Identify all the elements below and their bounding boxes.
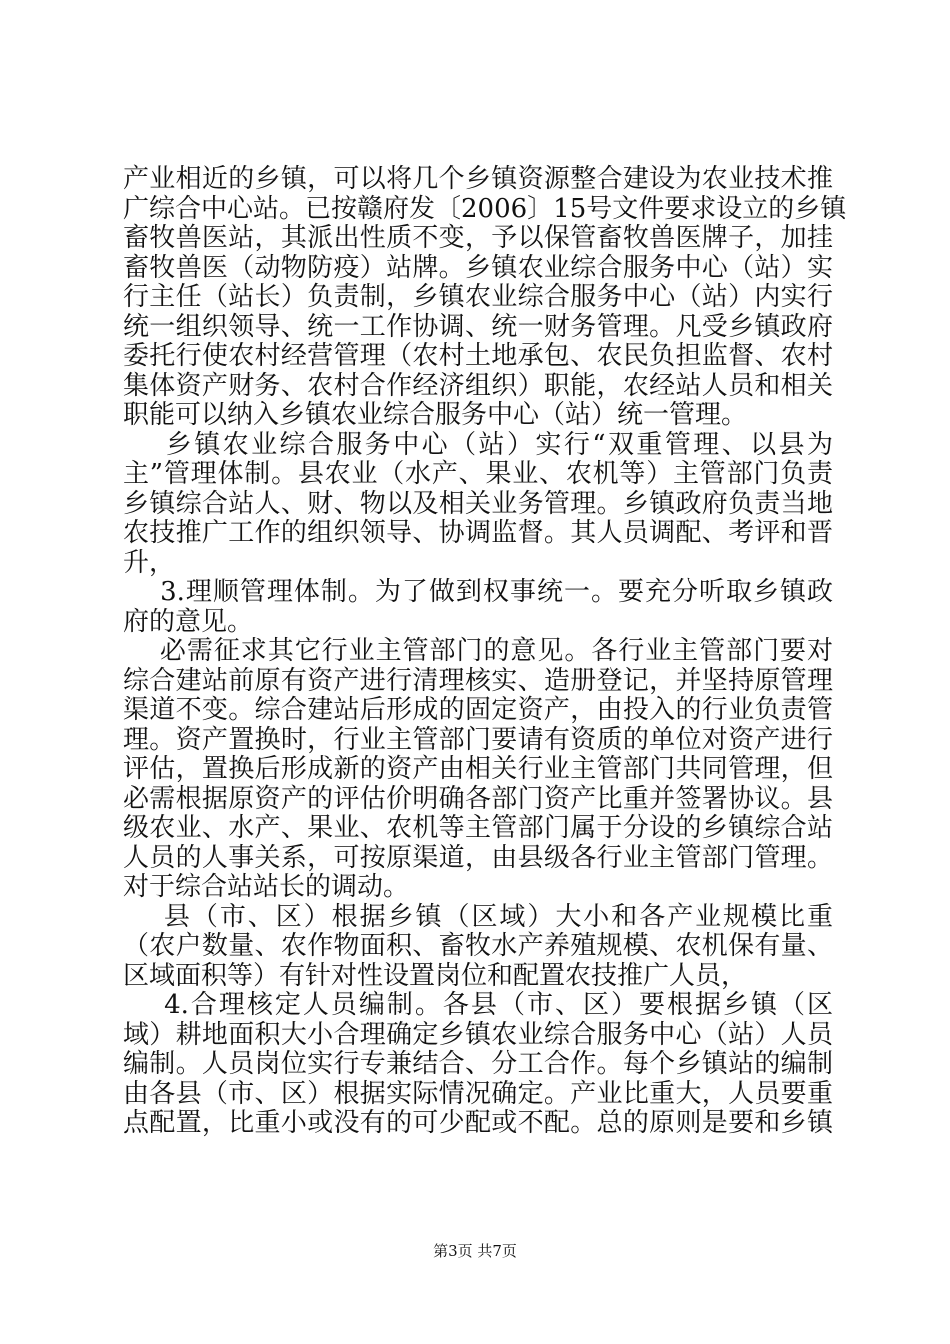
paragraph-4 — [123, 637, 833, 903]
text-line: 委托行使农村经营管理（农村土地承包、农民负担监督、农村 — [123, 341, 833, 371]
text-line: 由各县（市、区）根据实际情况确定。产业比重大，人员要重 — [123, 1078, 833, 1109]
text-line: 乡镇农业综合服务中心（站）实行“双重管理、以县为 — [123, 429, 833, 460]
text-line: 3.理顺管理体制。为了做到权事统一。要充分听取乡镇政 — [123, 577, 833, 607]
text-line: 府的意见。 — [123, 606, 254, 637]
text-line: 职能可以纳入乡镇农业综合服务中心（站）统一管理。 — [123, 400, 748, 430]
text-line: 畜牧兽医（动物防疫）站牌。乡镇农业综合服务中心（站）实 — [123, 252, 833, 283]
paragraph-5 — [123, 903, 833, 992]
text-line: 广综合中心站。已按赣府发〔2006〕15号文件要求设立的乡镇 — [123, 193, 847, 224]
text-line: 级农业、水产、果业、农机等主管部门属于分设的乡镇综合站 — [123, 813, 833, 843]
text-line: 产业相近的乡镇，可以将几个乡镇资源整合建设为农业技术推 — [123, 164, 833, 194]
text-line: 畜牧兽医站，其派出性质不变，予以保管畜牧兽医牌子，加挂 — [123, 223, 833, 253]
text-line: 主”管理体制。县农业（水产、果业、农机等）主管部门负责 — [123, 459, 833, 489]
text-line: 统一组织领导、统一工作协调、统一财务管理。凡受乡镇政府 — [123, 311, 833, 342]
page-number: 第3页 共7页 — [433, 1242, 517, 1260]
text-line: 升， — [123, 547, 176, 578]
paragraph-2 — [123, 431, 833, 579]
text-line: 渠道不变。综合建站后形成的固定资产，由投入的行业负责管 — [123, 695, 833, 725]
text-line: 评估，置换后形成新的资产由相关行业主管部门共同管理，但 — [123, 754, 833, 784]
text-line: 行主任（站长）负责制，乡镇农业综合服务中心（站）内实行 — [123, 282, 833, 312]
paragraph-6 — [123, 991, 833, 1139]
text-line: 人员的人事关系，可按原渠道，由县级各行业主管部门管理。 — [123, 842, 833, 873]
text-line: 综合建站前原有资产进行清理核实、造册登记，并坚持原管理 — [123, 665, 833, 696]
paragraph-3 — [123, 578, 833, 637]
text-line: 区域面积等）有针对性设置岗位和配置农技推广人员， — [123, 960, 748, 991]
text-line: 编制。人员岗位实行专兼结合、分工合作。每个乡镇站的编制 — [123, 1049, 833, 1079]
text-line: 必需征求其它行业主管部门的意见。各行业主管部门要对 — [123, 636, 833, 666]
text-line: 理。资产置换时，行业主管部门要请有资质的单位对资产进行 — [123, 724, 833, 755]
paragraph-1 — [123, 164, 847, 431]
text-line: 农技推广工作的组织领导、协调监督。其人员调配、考评和晋 — [123, 518, 833, 548]
text-line: 集体资产财务、农村合作经济组织）职能，农经站人员和相关 — [123, 370, 833, 401]
text-line: 县（市、区）根据乡镇（区域）大小和各产业规模比重 — [123, 901, 833, 932]
text-line: 点配置，比重小或没有的可少配或不配。总的原则是要和乡镇 — [123, 1108, 833, 1138]
text-line: 对于综合站站长的调动。 — [123, 872, 410, 902]
text-line: 4.合理核定人员编制。各县（市、区）要根据乡镇（区 — [123, 990, 833, 1020]
document-body — [123, 164, 847, 1139]
text-line: 必需根据原资产的评估价明确各部门资产比重并签署协议。县 — [123, 783, 833, 814]
text-line: （农户数量、农作物面积、畜牧水产养殖规模、农机保有量、 — [123, 931, 833, 961]
text-line: 乡镇综合站人、财、物以及相关业务管理。乡镇政府负责当地 — [123, 488, 833, 519]
text-line: 域）耕地面积大小合理确定乡镇农业综合服务中心（站）人员 — [123, 1019, 833, 1050]
